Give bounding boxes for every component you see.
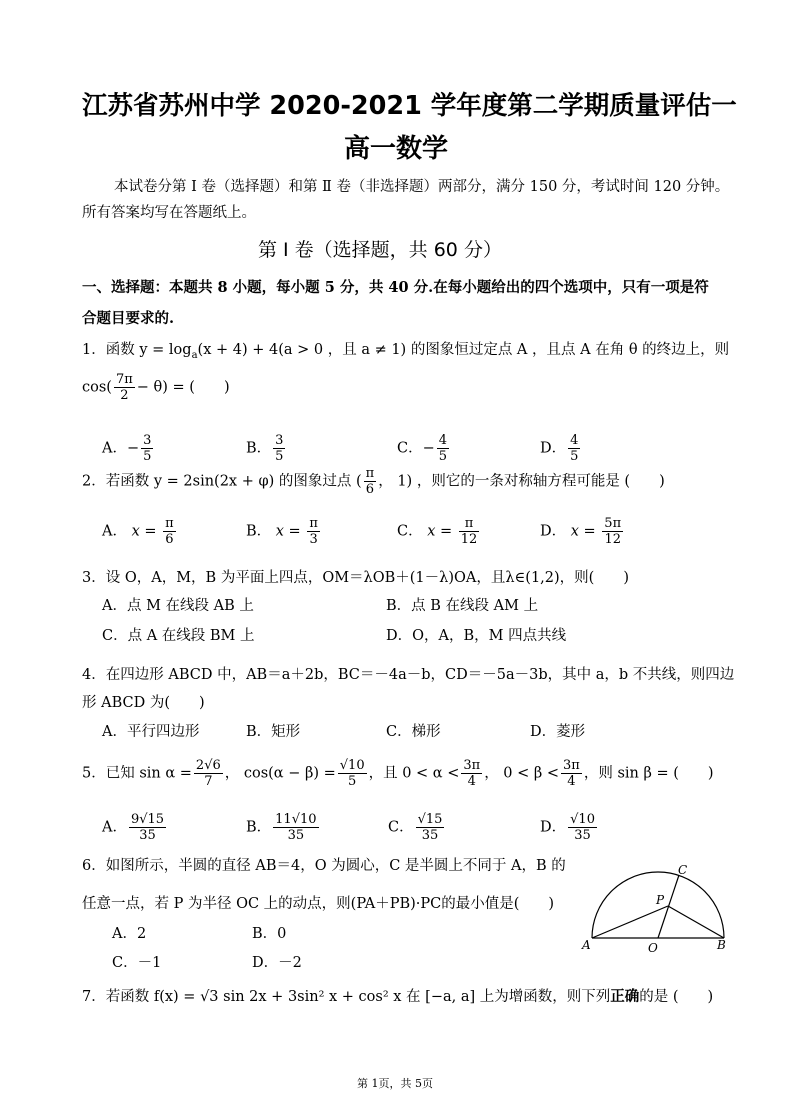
- question-7-stem: [82, 987, 713, 1007]
- question-2-options: [102, 510, 722, 550]
- option-c[interactable]: C．− $\frac{4}{5}$: [397, 433, 448, 464]
- q2-text-a: 若函数 y = 2sin(2x + φ) 的图象过点 (: [105, 473, 362, 490]
- q1-text-a: 函数 y = log: [105, 342, 192, 358]
- option-c[interactable]: C．点 A 在线段 BM 上: [102, 628, 255, 644]
- question-6-stem-2: 任意一点，若 P 为半径 OC 上的动点，则(PA＋PB)·PC的最小值是( ): [82, 896, 555, 912]
- point-c-label: C: [678, 863, 688, 877]
- option-d[interactable]: D．菱形: [530, 724, 586, 740]
- point-o-label: O: [648, 941, 658, 955]
- option-d[interactable]: D． $\frac{4}{5}$: [540, 433, 579, 464]
- q4-line-1: 在四边形 ABCD 中，AB＝a＋2b，BC＝－4a－b，CD＝－5a－3b，其中 a，b 不共线，则四边: [105, 667, 735, 683]
- question-5-options: [102, 806, 722, 846]
- section-instructions-1: 一、选择题：本题共 8 小题，每小题 5 分，共 40 分.在每小题给出的四个选项中，只有一项是符: [82, 279, 709, 296]
- q1-log-base: a: [191, 349, 198, 361]
- q6-line-1: 如图所示，半圆的直径 AB＝4，O 为圆心，C 是半圆上不同于 A，B 的: [105, 858, 566, 874]
- option-b[interactable]: B．点 B 在线段 AM 上: [386, 598, 539, 614]
- question-number: 1．: [82, 342, 106, 358]
- question-6-stem: [82, 856, 566, 876]
- option-b[interactable]: B． $\frac{11√10}{35}$: [246, 812, 317, 843]
- option-a[interactable]: A． x = $\frac{\pi}{6}$: [102, 516, 174, 547]
- q1-fraction: $\frac{7\pi}{2}$: [115, 372, 133, 403]
- exam-subject: 高一数学: [344, 134, 449, 164]
- q7-text-a: 若函数 f(x) = √3 sin 2x + 3sin² x + cos² x 在 [−a, a] 上为增函数，则下列: [105, 989, 611, 1005]
- question-3-stem: [82, 568, 629, 588]
- option-c[interactable]: C．梯形: [386, 724, 441, 740]
- question-1-options: [102, 425, 722, 463]
- q1-cos-pre: cos(: [82, 379, 112, 396]
- semicircle-figure: [580, 860, 740, 955]
- option-a[interactable]: A．2: [112, 926, 147, 942]
- question-4-stem-2: 形 ABCD 为( ): [82, 695, 205, 711]
- option-d[interactable]: D． x = $\frac{5\pi}{12}$: [540, 516, 622, 547]
- question-number: 3．: [82, 570, 106, 586]
- page-footer: 第 1页，共 5页: [357, 1077, 433, 1090]
- q3-text: 设 O，A，M，B 为平面上四点，OM＝λOB＋(1－λ)OA，且λ∈(1,2)，则( ): [105, 570, 629, 586]
- section-heading: 第 Ⅰ 卷（选择题，共 60 分）: [258, 239, 502, 261]
- question-4-stem: [82, 665, 734, 685]
- point-a-label: A: [582, 938, 591, 952]
- point-p-label: P: [656, 893, 665, 907]
- option-b[interactable]: B．矩形: [246, 724, 301, 740]
- option-d[interactable]: D．－2: [252, 955, 302, 971]
- q7-emphasis: 正确: [610, 988, 640, 1005]
- option-b[interactable]: B．0: [252, 926, 287, 942]
- question-number: 4．: [82, 667, 106, 683]
- intro-line-1: 本试卷分第 Ⅰ 卷（选择题）和第 Ⅱ 卷（非选择题）两部分，满分 150 分，考试时间 120 分钟。: [114, 179, 730, 195]
- point-b-label: B: [717, 938, 726, 952]
- segment-pa: [592, 906, 668, 938]
- option-c[interactable]: C．－1: [112, 955, 162, 971]
- question-1-expression: [82, 372, 230, 403]
- question-number: 2．: [82, 473, 106, 490]
- option-a[interactable]: A． $\frac{9√15}{35}$: [102, 812, 165, 843]
- question-1-stem: [82, 340, 729, 366]
- segment-pb: [668, 906, 724, 938]
- option-c[interactable]: C． x = $\frac{\pi}{12}$: [397, 516, 478, 547]
- option-d[interactable]: D． $\frac{√10}{35}$: [540, 812, 595, 843]
- section-instructions-2: 合题目要求的.: [82, 310, 175, 327]
- q1-cos-post: − θ) = ( ): [136, 379, 230, 396]
- q1-text-b: (x + 4) + 4(a > 0 ，且 a ≠ 1) 的图象恒过定点 A ，且点 A 在角 θ 的终边上，则: [197, 342, 730, 358]
- question-number: 6．: [82, 858, 106, 874]
- option-a[interactable]: A．平行四边形: [102, 724, 200, 740]
- option-b[interactable]: B． x = $\frac{\pi}{3}$: [246, 516, 318, 547]
- question-number: 5．: [82, 765, 106, 782]
- option-a[interactable]: A．− $\frac{3}{5}$: [102, 433, 152, 464]
- q2-text-b: ， 1) ，则它的一条对称轴方程可能是 ( ): [378, 473, 665, 490]
- question-2-stem: [82, 466, 665, 497]
- q7-text-b: 的是 ( ): [639, 989, 714, 1005]
- question-5-stem: 5．已知 sin α = $\frac{2√6}{7}$ ， cos(α − β) = $\frac{√10}{5}$ ，且 0 < α < $\frac{3\pi}{4}$ ， 0 < β < $\frac{3\pi}{4}$ ，则 sin β = ( ): [82, 758, 714, 789]
- q2-fraction: $\frac{\pi}{6}$: [365, 466, 375, 497]
- option-d[interactable]: D．O，A，B，M 四点共线: [386, 628, 567, 644]
- option-c[interactable]: C． $\frac{√15}{35}$: [388, 812, 443, 843]
- option-a[interactable]: A．点 M 在线段 AB 上: [102, 598, 254, 614]
- question-number: 7．: [82, 989, 106, 1005]
- option-b[interactable]: B． $\frac{3}{5}$: [246, 433, 284, 464]
- exam-title: 江苏省苏州中学 2020-2021 学年度第二学期质量评估一: [82, 91, 737, 121]
- intro-line-2: 所有答案均写在答题纸上。: [82, 205, 256, 221]
